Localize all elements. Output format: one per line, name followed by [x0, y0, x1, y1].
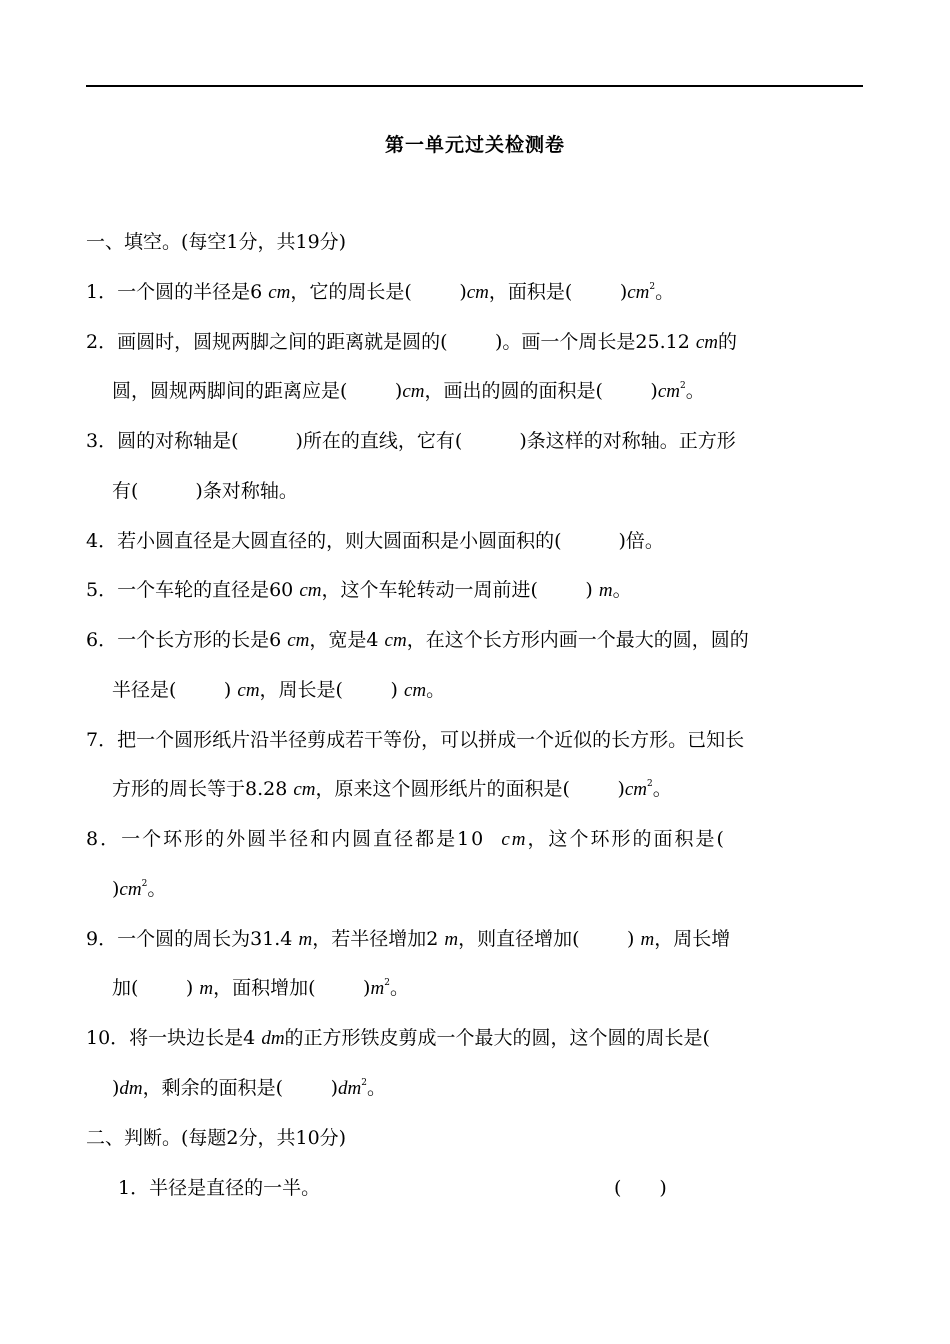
question-1: 1．一个圆的半径是6 cm，它的周长是( )cm，面积是( )$cm^2$。	[86, 281, 675, 303]
question-10-line1: 10．将一块边长是4 dm的正方形铁皮剪成一个最大的圆，这个圆的周长是(	[86, 1027, 710, 1049]
question-5: 5．一个车轮的直径是60 cm，这个车轮转动一周前进( ) m。	[86, 579, 632, 601]
judgement-question-1: 1．半径是直径的一半。	[118, 1177, 321, 1199]
question-7-line1: 7．把一个圆形纸片沿半径剪成若干等份，可以拼成一个近似的长方形。已知长	[86, 729, 745, 751]
question-9-line1: 9．一个圆的周长为31.4 m，若半径增加2 m，则直径增加( ) m，周长增	[86, 928, 731, 950]
question-7-line2: 方形的周长等于8.28 cm，原来这个圆形纸片的面积是( )$cm^2$。	[112, 778, 672, 800]
question-8-line1: 8．一个环形的外圆半径和内圆直径都是10 cm，这个环形的面积是(	[86, 828, 726, 850]
section1-heading: 一、填空。(每空1分，共19分)	[86, 231, 347, 253]
question-2-line1: 2．画圆时，圆规两脚之间的距离就是圆的( )。画一个周长是25.12 cm的	[86, 331, 738, 353]
page-title: 第一单元过关检测卷	[384, 134, 565, 156]
question-2-line2: 圆，圆规两脚间的距离应是( )cm，画出的圆的面积是( )$cm^2$。	[112, 380, 705, 402]
section2-heading: 二、判断。(每题2分，共10分)	[86, 1127, 347, 1149]
header-rule	[86, 85, 863, 87]
question-6-line2: 半径是( ) cm，周长是( ) cm。	[112, 679, 446, 701]
question-4: 4．若小圆直径是大圆直径的，则大圆面积是小圆面积的( )倍。	[86, 530, 664, 552]
question-8-line2: )$cm^2$。	[112, 878, 167, 900]
question-6-line1: 6．一个长方形的长是6 cm，宽是4 cm，在这个长方形内画一个最大的圆，圆的	[86, 629, 749, 651]
question-3-line1: 3．圆的对称轴是( )所在的直线，它有( )条这样的对称轴。正方形	[86, 430, 736, 452]
judgement-answer-parentheses: ( )	[614, 1177, 667, 1199]
question-3-line2: 有( )条对称轴。	[112, 480, 298, 502]
question-10-line2: )dm，剩余的面积是( )$dm^2$。	[112, 1077, 386, 1099]
question-9-line2: 加( ) m，面积增加( )$m^2$。	[112, 977, 409, 999]
